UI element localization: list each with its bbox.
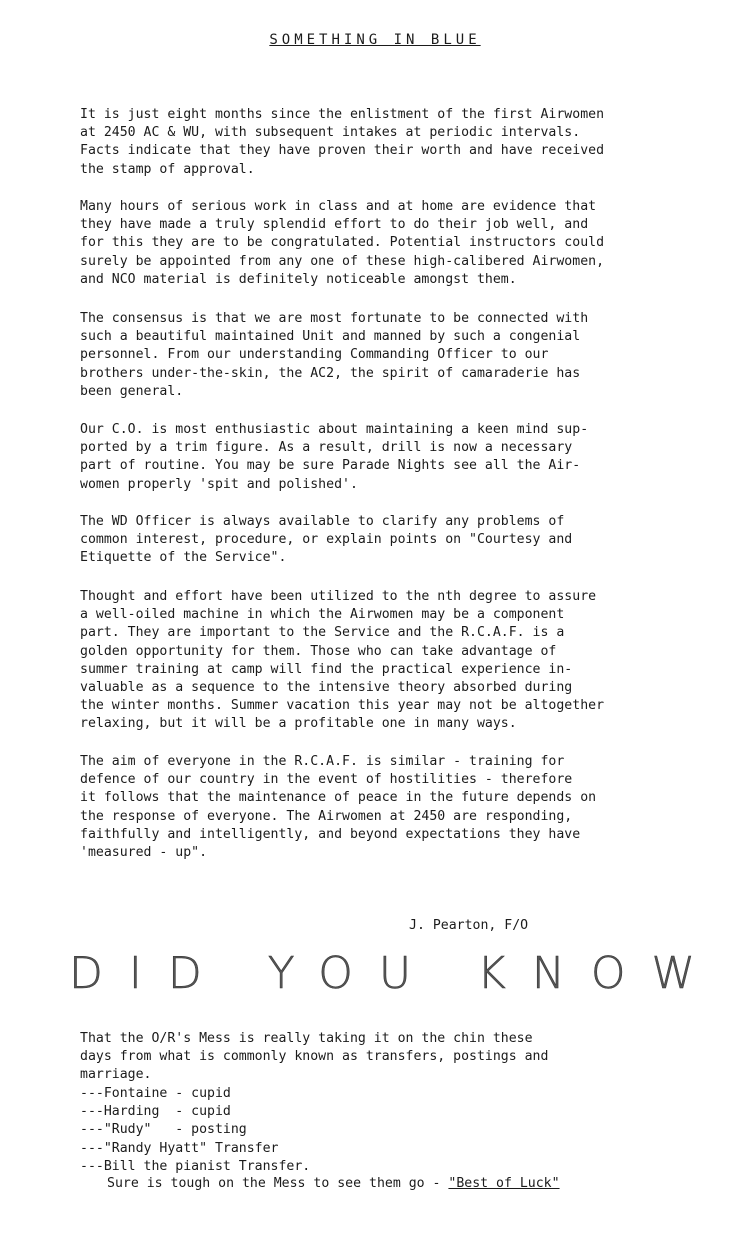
did-you-know-list <box>80 1085 310 1176</box>
paragraph-consensus: The consensus is that we are most fortunate to be connected with such a beautiful maintained Unit and manned by such a congenial personnel. From our understanding Commanding Officer to our brothers under-the-skin, the AC2, the spirit of camaraderie has been general. <box>80 311 589 399</box>
paragraph-thought-effort: Thought and effort have been utilized to the nth degree to assure a well-oiled machine in which the Airwomen may be a component part. They are important to the Service and the R.C.A.F. is a golden opportunity for them. Those who can take advantage of summer training at camp will find the practical experience in- valuable as a sequence to the intensive theory absorbed during the winter months. Summer vacation this year may not be altogether relaxing, but it will be a profitable one in many ways. <box>80 589 605 732</box>
list-item: ---Harding - cupid <box>80 1104 231 1120</box>
paragraph-intro: It is just eight months since the enlistment of the first Airwomen at 2450 AC & WU, with subsequent intakes at periodic intervals. Facts indicate that they have proven their worth and have received the stamp of approval. <box>80 107 605 177</box>
did-you-know-intro: That the O/R's Mess is really taking it on the chin these days from what is commonly known as transfers, postings and marriage. <box>80 1031 549 1083</box>
paragraph-wd-officer: The WD Officer is always available to clarify any problems of common interest, procedure, or explain points on "Courtesy and Etiquette of the Service". <box>80 514 573 566</box>
paragraph-work: Many hours of serious work in class and at home are evidence that they have made a truly splendid effort to do their job well, and for this they are to be congratulated. Potential instructors could surely be appointed from any one of these high-calibered Airwomen, and NCO material is definitely noticeable amongst them. <box>80 199 605 287</box>
paragraph-aim: The aim of everyone in the R.C.A.F. is similar - training for defence of our country in the event of hostilities - therefore it follows that the maintenance of peace in the future depends on the response of everyone. The Airwomen at 2450 are responding, faithfully and intelligently, and beyond expectations they have 'measured - up". <box>80 754 597 861</box>
paragraph-co: Our C.O. is most enthusiastic about maintaining a keen mind sup- ported by a trim figure. As a result, drill is now a necessary part of routine. You may be sure Parade Nights see all the Air- women properly 'spit and polished'. <box>80 422 589 492</box>
did-you-know-heading: DID YOU KNOW <box>69 948 721 999</box>
list-item: ---"Rudy" - posting <box>80 1122 247 1138</box>
list-item: ---"Randy Hyatt" Transfer <box>80 1140 279 1156</box>
closing-text: Sure is tough on the Mess to see them go - <box>107 1176 449 1191</box>
signature: J. Pearton, F/O <box>409 918 529 933</box>
list-item: ---Bill the pianist Transfer. <box>80 1158 311 1174</box>
list-item: ---Fontaine - cupid <box>80 1086 231 1101</box>
best-of-luck: "Best of Luck" <box>448 1176 560 1191</box>
page-title: SOMETHING IN BLUE <box>269 32 481 48</box>
closing-line <box>107 1176 560 1191</box>
